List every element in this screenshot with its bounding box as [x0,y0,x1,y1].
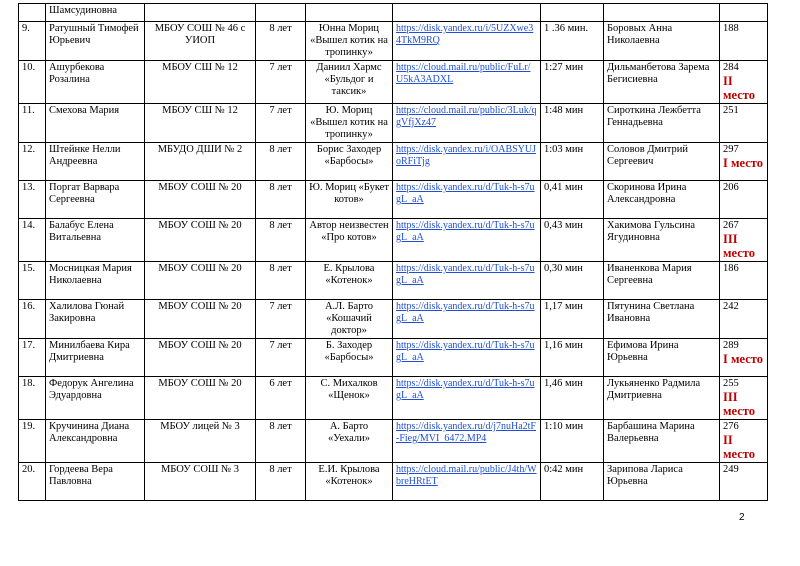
place-award: III место [723,232,755,260]
video-link[interactable]: https://disk.yandex.ru/d/Tuk-h-s7ugL_aA [396,263,535,286]
cell-duration: 1:03 мин [541,143,604,181]
cell-work: С. Михалков «Щенок» [306,377,393,420]
cell-school [145,4,256,22]
cell-link [393,104,541,143]
cell-teacher: Соловов Дмитрий Сергеевич [604,143,720,181]
score-value: 251 [723,105,739,116]
cell-score [720,262,768,300]
cell-number: 12. [19,143,46,181]
cell-age: 6 лет [256,377,306,420]
cell-duration: 1:10 мин [541,420,604,463]
score-value: 297 [723,144,739,155]
score-value: 188 [723,23,739,34]
cell-work: Б. Заходер «Барбосы» [306,339,393,377]
cell-link [393,339,541,377]
score-value: 289 [723,340,739,351]
cell-participant: Поргат Варвара Сергеевна [46,181,145,219]
cell-score [720,104,768,143]
cell-participant: Минилбаева Кира Дмитриевна [46,339,145,377]
cell-duration: 1:48 мин [541,104,604,143]
cell-score [720,377,768,420]
cell-duration: 1 .36 мин. [541,22,604,61]
cell-duration: 1:27 мин [541,61,604,104]
cell-link [393,262,541,300]
cell-work: Автор неизвестен «Про котов» [306,219,393,262]
cell-duration: 1,16 мин [541,339,604,377]
cell-school: МБОУ СОШ № 20 [145,219,256,262]
place-award: I место [723,352,763,366]
cell-teacher: Хакимова Гульсина Ягудиновна [604,219,720,262]
cell-work: А.Л. Барто «Кошачий доктор» [306,300,393,339]
cell-work: Е. Крылова «Котенок» [306,262,393,300]
cell-age: 8 лет [256,420,306,463]
cell-link [393,4,541,22]
cell-age: 8 лет [256,219,306,262]
cell-participant: Ашурбекова Розалина [46,61,145,104]
cell-link [393,219,541,262]
cell-school: МБОУ СОШ № 20 [145,262,256,300]
place-award: II место [723,74,755,102]
results-table-body [19,4,768,501]
cell-score [720,463,768,501]
cell-number: 11. [19,104,46,143]
cell-school: МБОУ СОШ № 20 [145,181,256,219]
cell-score [720,4,768,22]
cell-duration: 0:42 мин [541,463,604,501]
video-link[interactable]: https://cloud.mail.ru/public/3Luk/qgVfjXz47 [396,105,537,128]
cell-teacher: Сироткина Лежбетта Геннадьевна [604,104,720,143]
cell-participant: Халилова Гюнай Закировна [46,300,145,339]
table-row [19,463,768,501]
cell-teacher: Пятунина Светлана Ивановна [604,300,720,339]
cell-teacher: Дильманбетова Зарема Бегисиевна [604,61,720,104]
cell-age: 7 лет [256,300,306,339]
results-table [18,3,768,501]
cell-score [720,181,768,219]
cell-duration: 1,17 мин [541,300,604,339]
table-row [19,339,768,377]
cell-number: 17. [19,339,46,377]
table-row [19,420,768,463]
cell-age: 8 лет [256,22,306,61]
cell-duration: 0,41 мин [541,181,604,219]
cell-link [393,61,541,104]
cell-work: Ю. Мориц «Букет котов» [306,181,393,219]
table-row [19,300,768,339]
cell-participant: Шамсудиновна [46,4,145,22]
cell-number [19,4,46,22]
cell-participant: Кручинина Диана Александровна [46,420,145,463]
cell-participant: Смехова Мария [46,104,145,143]
cell-number: 13. [19,181,46,219]
cell-teacher [604,4,720,22]
table-row [19,262,768,300]
cell-duration: 1,46 мин [541,377,604,420]
cell-participant: Гордеева Вера Павловна [46,463,145,501]
cell-school: МБУДО ДШИ № 2 [145,143,256,181]
score-value: 242 [723,301,739,312]
cell-age: 8 лет [256,181,306,219]
cell-link [393,463,541,501]
cell-duration: 0,43 мин [541,219,604,262]
cell-participant: Балабус Елена Витальевна [46,219,145,262]
cell-school: МБОУ лицей № 3 [145,420,256,463]
cell-score [720,420,768,463]
video-link[interactable]: https://cloud.mail.ru/public/J4th/WbreHRtET [396,464,537,487]
video-link[interactable]: https://disk.yandex.ru/d/Tuk-h-s7ugL_aA [396,340,535,363]
cell-work: Борис Заходер «Барбосы» [306,143,393,181]
cell-work: Юнна Мориц «Вышел котик на тропинку» [306,22,393,61]
cell-age: 8 лет [256,463,306,501]
video-link[interactable]: https://disk.yandex.ru/d/j7nuHa2tF-Fieg/MVI_6472.MP4 [396,421,536,444]
cell-number: 16. [19,300,46,339]
cell-link [393,143,541,181]
cell-work: Ю. Мориц «Вышел котик на тропинку» [306,104,393,143]
cell-age: 7 лет [256,104,306,143]
video-link[interactable]: https://disk.yandex.ru/i/5UZXwe34TkM9RQ [396,23,534,46]
cell-number: 15. [19,262,46,300]
table-row [19,181,768,219]
cell-duration [541,4,604,22]
cell-number: 19. [19,420,46,463]
table-row [19,61,768,104]
cell-teacher: Барбашина Марина Валерьевна [604,420,720,463]
cell-score [720,61,768,104]
cell-participant: Ратушный Тимофей Юрьевич [46,22,145,61]
cell-score [720,300,768,339]
cell-link [393,300,541,339]
score-value: 206 [723,182,739,193]
cell-teacher: Боровых Анна Николаевна [604,22,720,61]
cell-work: Даниил Хармс «Бульдог и таксик» [306,61,393,104]
cell-number: 9. [19,22,46,61]
cell-score [720,143,768,181]
cell-number: 14. [19,219,46,262]
cell-school: МБОУ СШ № 12 [145,104,256,143]
page-number: 2 [739,512,745,523]
video-link[interactable]: https://disk.yandex.ru/d/Tuk-h-s7ugL_aA [396,220,535,243]
cell-work: А. Барто «Уехали» [306,420,393,463]
cell-school: МБОУ СОШ № 46 с УИОП [145,22,256,61]
table-row [19,143,768,181]
cell-school: МБОУ СОШ № 3 [145,463,256,501]
cell-age: 8 лет [256,262,306,300]
cell-duration: 0,30 мин [541,262,604,300]
score-value: 267 [723,220,739,231]
place-award: I место [723,156,763,170]
cell-school: МБОУ СШ № 12 [145,61,256,104]
cell-age: 7 лет [256,61,306,104]
score-value: 276 [723,421,739,432]
table-row [19,4,768,22]
score-value: 186 [723,263,739,274]
video-link[interactable]: https://cloud.mail.ru/public/FuLr/U5kA3ADXL [396,62,531,85]
cell-work: Е.И. Крылова «Котенок» [306,463,393,501]
place-award: III место [723,390,755,418]
cell-score [720,339,768,377]
cell-score [720,219,768,262]
cell-age [256,4,306,22]
cell-school: МБОУ СОШ № 20 [145,300,256,339]
video-link[interactable]: https://disk.yandex.ru/d/Tuk-h-s7ugL_aA [396,378,535,401]
place-award: II место [723,433,755,461]
cell-age: 8 лет [256,143,306,181]
score-value: 249 [723,464,739,475]
video-link[interactable]: https://disk.yandex.ru/d/Tuk-h-s7ugL_aA [396,182,535,205]
cell-link [393,377,541,420]
cell-number: 10. [19,61,46,104]
table-row [19,104,768,143]
cell-age: 7 лет [256,339,306,377]
cell-teacher: Иваненкова Мария Сергеевна [604,262,720,300]
cell-participant: Федорук Ангелина Эдуардовна [46,377,145,420]
video-link[interactable]: https://disk.yandex.ru/d/Tuk-h-s7ugL_aA [396,301,535,324]
cell-link [393,181,541,219]
cell-teacher: Скоринова Ирина Александровна [604,181,720,219]
score-value: 255 [723,378,739,389]
cell-school: МБОУ СОШ № 20 [145,339,256,377]
cell-teacher: Лукьяненко Радмила Дмитриевна [604,377,720,420]
table-row [19,377,768,420]
video-link[interactable]: https://disk.yandex.ru/i/OABSYUJoRFiTjg [396,144,537,167]
cell-link [393,22,541,61]
cell-score [720,22,768,61]
cell-school: МБОУ СОШ № 20 [145,377,256,420]
cell-link [393,420,541,463]
table-row [19,22,768,61]
cell-number: 20. [19,463,46,501]
table-row [19,219,768,262]
cell-number: 18. [19,377,46,420]
cell-teacher: Зарипова Лариса Юрьевна [604,463,720,501]
cell-work [306,4,393,22]
cell-participant: Мосницкая Мария Николаевна [46,262,145,300]
score-value: 284 [723,62,739,73]
cell-participant: Штейнке Нелли Андреевна [46,143,145,181]
cell-teacher: Ефимова Ирина Юрьевна [604,339,720,377]
